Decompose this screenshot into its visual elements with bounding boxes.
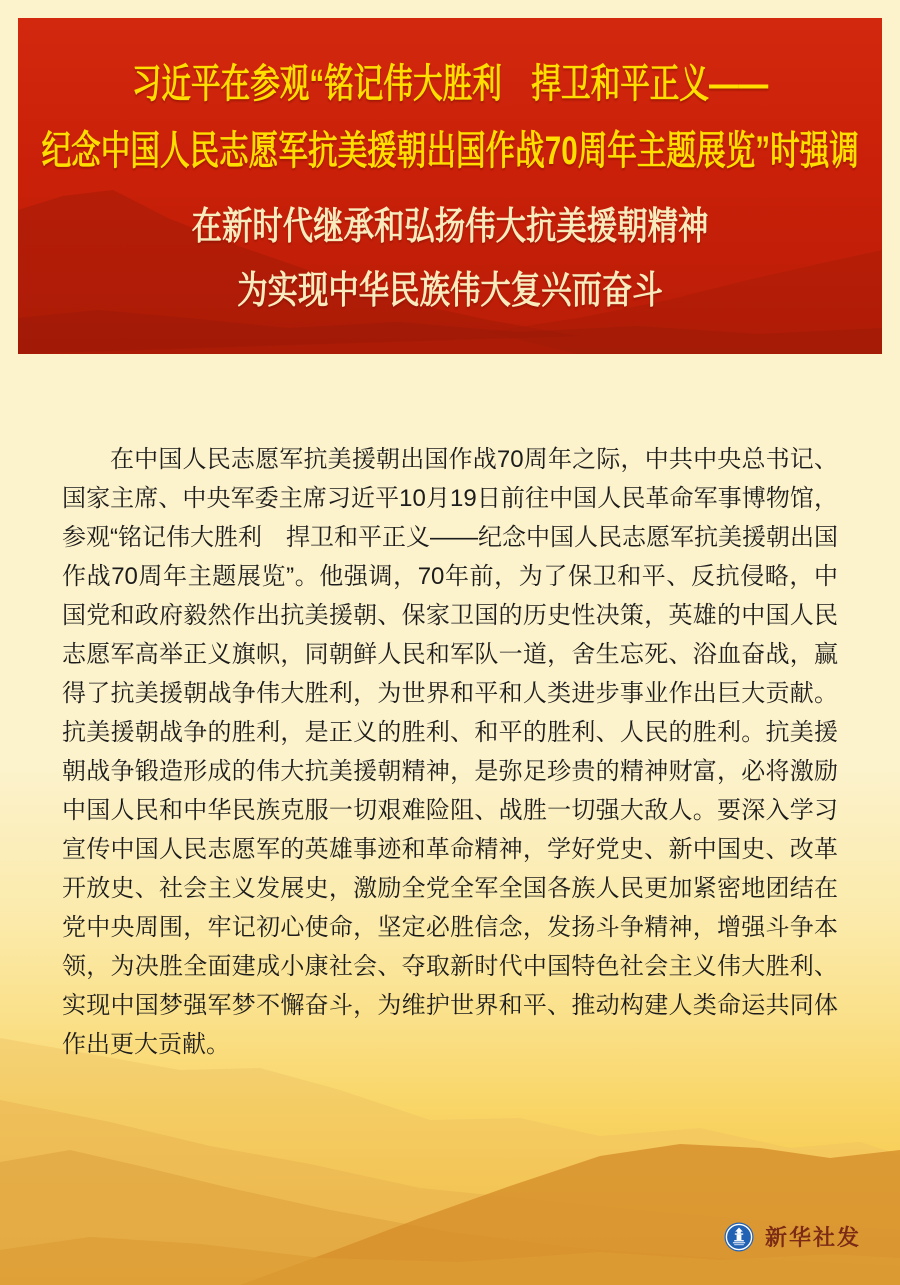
headline-line-2: 纪念中国人民志愿军抗美援朝出国作战70周年主题展览”时强调 [41, 129, 859, 173]
xinhua-emblem-icon [724, 1222, 754, 1252]
header-banner [18, 18, 882, 354]
agency-credit-label: 新华社发 [765, 1225, 862, 1250]
subtitle-line-1: 在新时代继承和弘扬伟大抗美援朝精神 [191, 206, 709, 248]
subtitle-line-2: 为实现中华民族伟大复兴而奋斗 [237, 270, 663, 312]
article-body [62, 440, 838, 1064]
agency-credit [724, 1221, 861, 1252]
banner-text-block [18, 18, 882, 354]
headline-line-1: 习近平在参观“铭记伟大胜利 捍卫和平正义—— [131, 62, 769, 106]
article-paragraph: 在中国人民志愿军抗美援朝出国作战70周年之际，中共中央总书记、国家主席、中央军委主席习近平10月19日前往中国人民革命军事博物馆，参观“铭记伟大胜利 捍卫和平正义——纪念中国人民志愿军抗美援朝出国作战70周年主题展览”。他强调，70年前，为了保卫和平、反抗侵略，中国党和政府毅然作出抗美援朝、保家卫国的历史性决策，英雄的中国人民志愿军高举正义旗帜，同朝鲜人民和军队一道，舍生忘死、浴血奋战，赢得了抗美援朝战争伟大胜利，为世界和平和人类进步事业作出巨大贡献。抗美援朝战争的胜利，是正义的胜利、和平的胜利、人民的胜利。抗美援朝战争锻造形成的伟大抗美援朝精神，是弥足珍贵的精神财富，必将激励中国人民和中华民族克服一切艰难险阻、战胜一切强大敌人。要深入学习宣传中国人民志愿军的英雄事迹和革命精神，学好党史、新中国史、改革开放史、社会主义发展史，激励全党全军全国各族人民更加紧密地团结在党中央周围，牢记初心使命，坚定必胜信念，发扬斗争精神，增强斗争本领，为决胜全面建成小康社会、夺取新时代中国特色社会主义伟大胜利、实现中国梦强军梦不懈奋斗，为维护世界和平、推动构建人类命运共同体作出更大贡献。 [62, 446, 838, 1058]
